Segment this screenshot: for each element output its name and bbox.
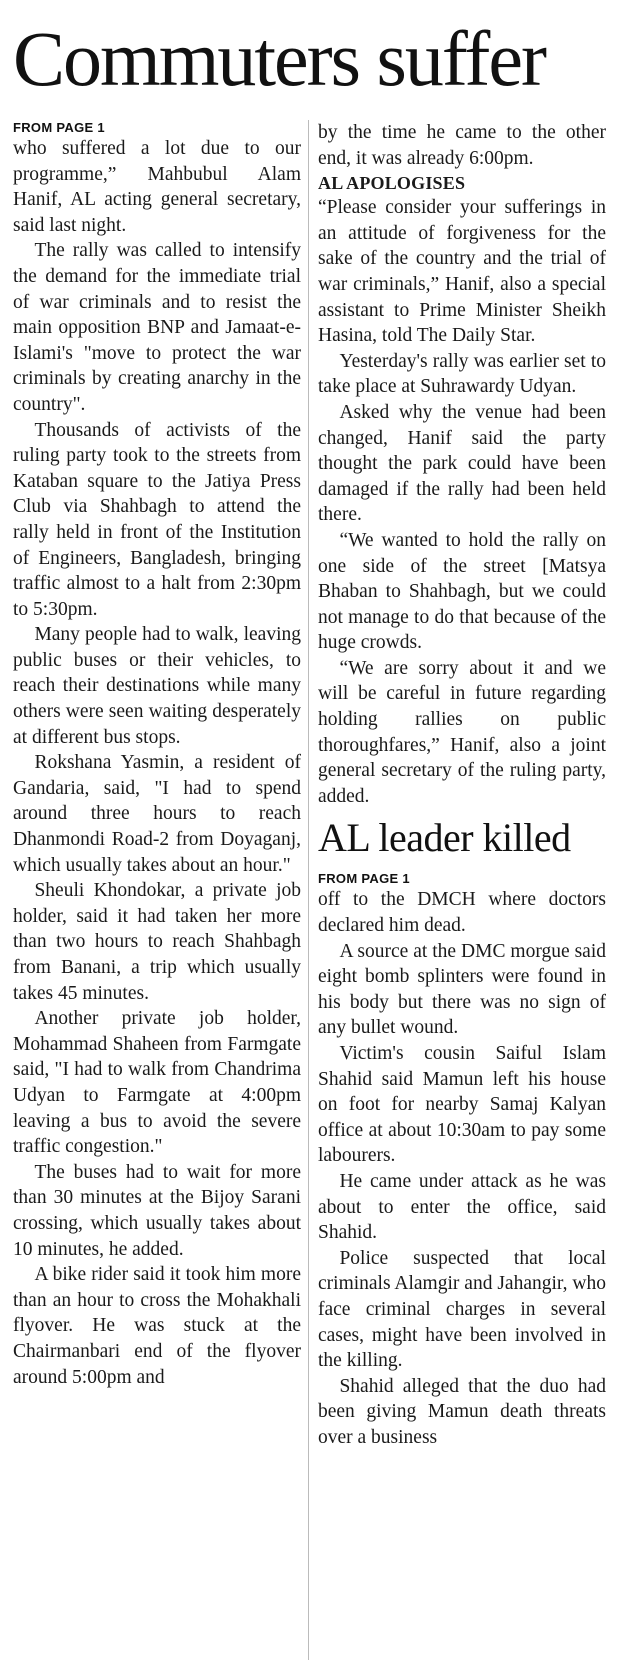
article-column-right <box>318 120 606 1660</box>
article-paragraph: Another private job holder, Mohammad Shaheen from Farmgate said, "I had to walk from Chandrima Udyan to Farmgate at 4:00pm leaving a bus to avoid the severe traffic congestion." <box>13 1008 301 1158</box>
article-paragraph: Rokshana Yasmin, a resident of Gandaria, said, "I had to spend around three hours to reach Dhanmondi Road-2 from Doyaganj, which usually takes about an hour." <box>13 752 301 876</box>
headline: Commuters suffer <box>13 15 545 102</box>
article-paragraph: A bike rider said it took him more than an hour to cross the Mohakhali flyover. He was stuck at the Chairmanbari end of the flyover around 5:00pm and <box>13 1264 301 1388</box>
article-paragraph: by the time he came to the other end, it was already 6:00pm. <box>318 122 606 169</box>
article-paragraph: Yesterday's rally was earlier set to take place at Suhrawardy Udyan. <box>318 350 606 398</box>
article-paragraph: Thousands of activists of the ruling party took to the streets from Kataban square to the Jatiya Press Club via Shahbagh to attend the rally held in front of the Institution of Engineers, Bangladesh, bringing traffic almost to a halt from 2:30pm to 5:30pm. <box>13 419 301 620</box>
article-paragraph: “We wanted to hold the rally on one side of the street [Matsya Bhaban to Shahbagh, but we could not manage to do that because of the huge crowds. <box>318 529 606 654</box>
article-paragraph: The buses had to wait for more than 30 minutes at the Bijoy Sarani crossing, which usually takes about 10 minutes, he added. <box>13 1161 301 1260</box>
continuation-label: FROM PAGE 1 <box>13 120 105 135</box>
article-paragraph: off to the DMCH where doctors declared him dead. <box>318 889 606 937</box>
column-divider <box>308 120 309 1660</box>
article-paragraph: Victim's cousin Saiful Islam Shahid said Mamun left his house on foot for nearby Samaj Kalyan office at about 10:30am to pay some labourers. <box>318 1043 606 1167</box>
section-subhead: AL APOLOGISES <box>318 173 466 194</box>
article-paragraph: “Please consider your sufferings in an attitude of forgiveness for the sake of the country and the trial of war criminals,” Hanif, also a special assistant to Prime Minister Sheikh Hasina, told The Daily Star. <box>318 197 606 347</box>
continuation-label: FROM PAGE 1 <box>318 871 410 887</box>
article-column-left <box>13 120 301 1660</box>
article-paragraph: Sheuli Khondokar, a private job holder, said it had taken her more than two hours to reach Shahbagh from Banani, a trip which usually takes 45 minutes. <box>13 880 301 1004</box>
article-paragraph: Asked why the venue had been changed, Hanif said the party thought the park could have been damaged if the rally had been held there. <box>318 401 606 526</box>
article-paragraph: The rally was called to intensify the demand for the immediate trial of war criminals and to resist the main opposition BNP and Jamaat-e-Islami's "move to protect the war criminals by creating anarchy in the country". <box>13 240 301 415</box>
article-paragraph: Many people had to walk, leaving public buses or their vehicles, to reach their destinations while many others were seen waiting desperately at different bus stops. <box>13 624 301 748</box>
second-headline: AL leader killed <box>318 815 571 861</box>
article-paragraph: who suffered a lot due to our programme,” Mahbubul Alam Hanif, AL acting general secretary, said last night. <box>13 138 301 236</box>
article-paragraph: He came under attack as he was about to enter the office, said Shahid. <box>318 1170 606 1244</box>
article-paragraph: “We are sorry about it and we will be careful in future regarding holding rallies on public thoroughfares,” Hanif, also a joint general secretary of the ruling party, added. <box>318 657 606 807</box>
article-paragraph: A source at the DMC morgue said eight bomb splinters were found in his body but there was no sign of any bullet wound. <box>318 940 606 1039</box>
article-paragraph: Police suspected that local criminals Alamgir and Jahangir, who face criminal charges in several cases, might have been involved in the killing. <box>318 1247 606 1372</box>
article-paragraph: Shahid alleged that the duo had been giving Mamun death threats over a business <box>318 1375 606 1448</box>
